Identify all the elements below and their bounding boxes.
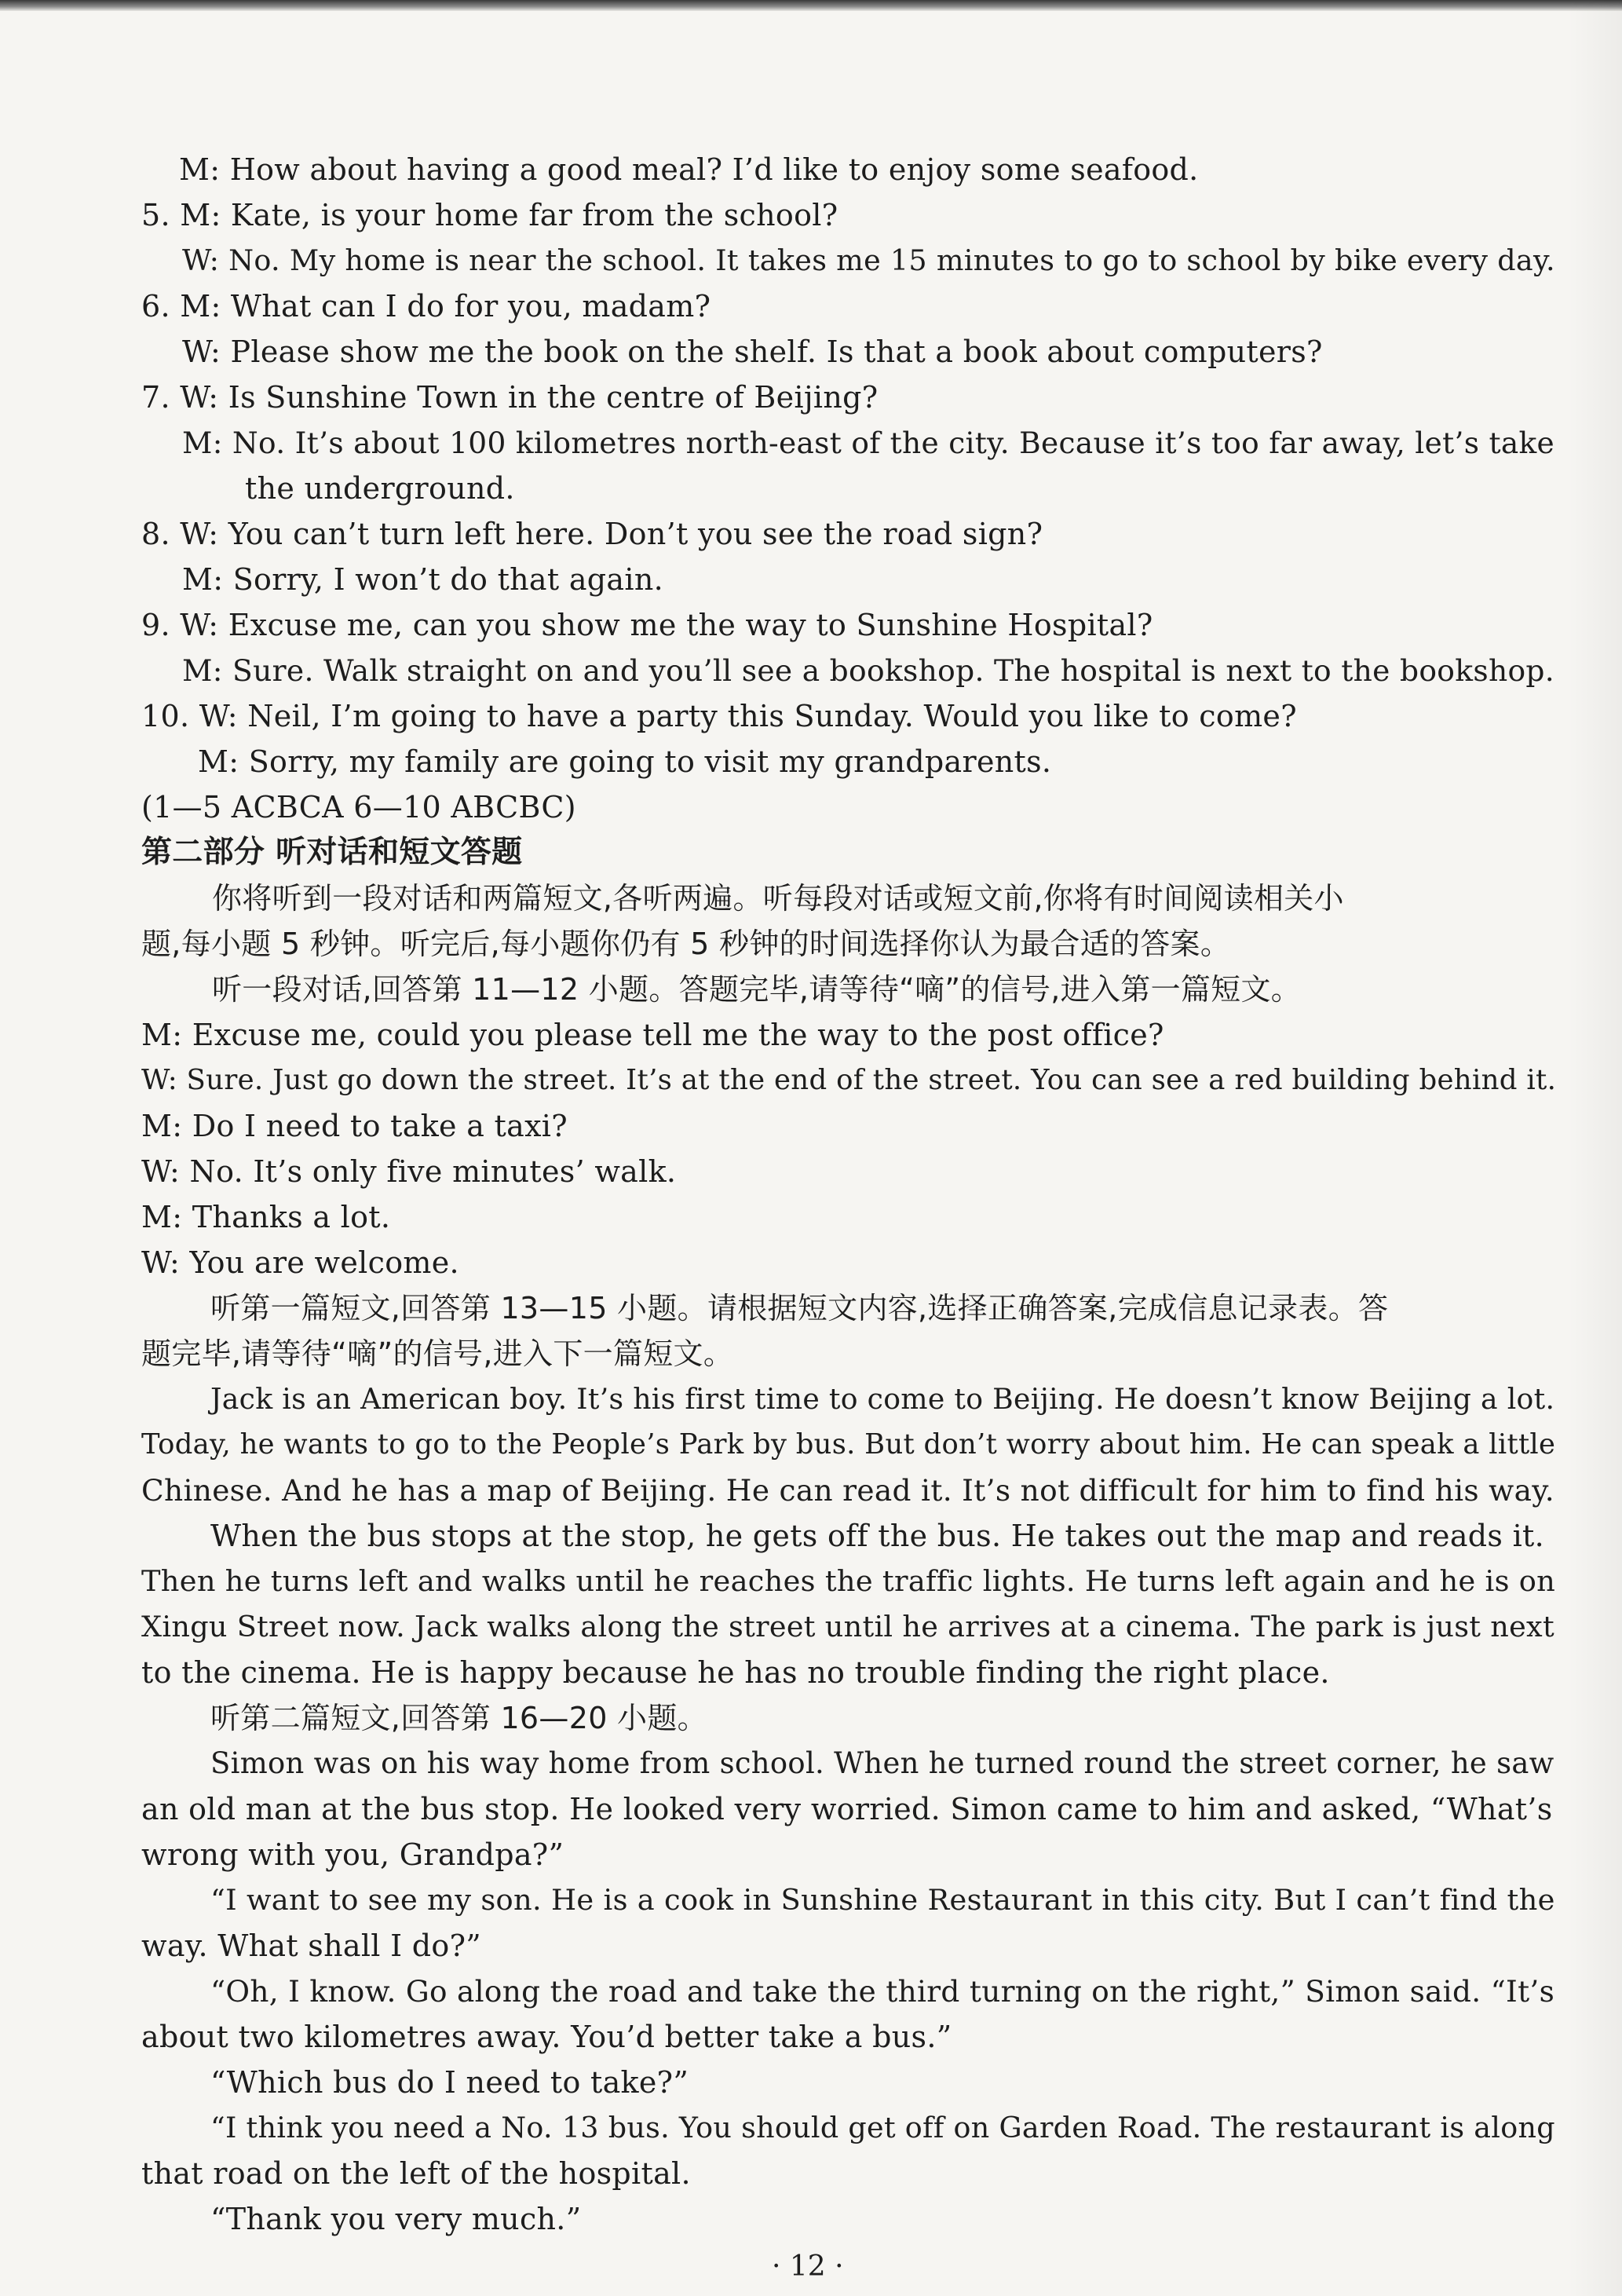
passage-line: Jack is an American boy. It’s his first time to come to Beijing. He doesn’t know Beijing a lot. <box>210 1382 1555 1416</box>
passage-line: about two kilometres away. You’d better take a bus.” <box>141 2020 952 2054</box>
passage-line: wrong with you, Grandpa?” <box>141 1837 564 1872</box>
passage-line: “I want to see my son. He is a cook in Sunshine Restaurant in this city. But I can’t find the <box>210 1883 1555 1917</box>
section-heading: 第二部分 听对话和短文答题 <box>141 835 523 870</box>
dialogue-line: M: Sure. Walk straight on and you’ll see a bookshop. The hospital is next to the bookshop. <box>182 653 1555 688</box>
passage-line: “Oh, I know. Go along the road and take the third turning on the right,” Simon said. “It’s <box>210 1974 1555 2009</box>
question-5: 5. M: Kate, is your home far from the school? <box>141 198 838 232</box>
question-8: 8. W: You can’t turn left here. Don’t you see the road sign? <box>141 517 1043 551</box>
instruction-text: 听第一篇短文,回答第 13—15 小题。请根据短文内容,选择正确答案,完成信息记录表。答 <box>210 1291 1389 1325</box>
dialogue-line: W: No. It’s only five minutes’ walk. <box>141 1154 677 1189</box>
instruction-text: 听第二篇短文,回答第 16—20 小题。 <box>210 1701 707 1735</box>
passage-line: an old man at the bus stop. He looked very worried. Simon came to him and asked, “What’s <box>141 1792 1553 1826</box>
passage-line: “Which bus do I need to take?” <box>210 2065 689 2100</box>
dialogue-line: W: Sure. Just go down the street. It’s at the end of the street. You can see a red building behind it. <box>141 1064 1557 1096</box>
passage-line: Today, he wants to go to the People’s Park by bus. But don’t worry about him. He can speak a little <box>141 1428 1556 1461</box>
passage-line: “Thank you very much.” <box>210 2202 582 2236</box>
dialogue-line: M: How about having a good meal? I’d like to enjoy some seafood. <box>179 152 1199 187</box>
instruction-text: 题完毕,请等待“嘀”的信号,进入下一篇短文。 <box>141 1336 734 1371</box>
answer-key: (1—5 ACBCA 6—10 ABCBC) <box>141 790 576 824</box>
dialogue-line-continued: the underground. <box>245 471 515 506</box>
question-10: 10. W: Neil, I’m going to have a party this Sunday. Would you like to come? <box>141 699 1297 733</box>
question-7: 7. W: Is Sunshine Town in the centre of Beijing? <box>141 380 879 415</box>
question-9: 9. W: Excuse me, can you show me the way to Sunshine Hospital? <box>141 608 1153 642</box>
passage-line: way. What shall I do?” <box>141 1929 482 1963</box>
page-number: · 12 · <box>772 2250 844 2283</box>
dialogue-line: M: No. It’s about 100 kilometres north-east of the city. Because it’s too far away, let’s take <box>182 426 1555 460</box>
dialogue-line: W: Please show me the book on the shelf. Is that a book about computers? <box>182 335 1323 369</box>
passage-line: Then he turns left and walks until he reaches the traffic lights. He turns left again and he is on <box>141 1564 1556 1598</box>
passage-line: Chinese. And he has a map of Beijing. He can read it. It’s not difficult for him to find his way. <box>141 1473 1554 1508</box>
passage-line: When the bus stops at the stop, he gets off the bus. He takes out the map and reads it. <box>210 1519 1545 1553</box>
dialogue-line: M: Do I need to take a taxi? <box>141 1109 568 1143</box>
dialogue-line: W: No. My home is near the school. It takes me 15 minutes to go to school by bike every day. <box>182 243 1555 277</box>
passage-line: Xingu Street now. Jack walks along the street until he arrives at a cinema. The park is just next <box>141 1610 1554 1643</box>
instruction-text: 题,每小题 5 秒钟。听完后,每小题你仍有 5 秒钟的时间选择你认为最合适的答案。 <box>141 927 1231 961</box>
passage-line: Simon was on his way home from school. When he turned round the street corner, he saw <box>210 1746 1554 1780</box>
question-6: 6. M: What can I do for you, madam? <box>141 289 711 324</box>
instruction-text: 听一段对话,回答第 11—12 小题。答题完毕,请等待“嘀”的信号,进入第一篇短文。 <box>212 972 1302 1007</box>
passage-line: to the cinema. He is happy because he has no trouble finding the right place. <box>141 1655 1330 1690</box>
passage-line: “I think you need a No. 13 bus. You should get off on Garden Road. The restaurant is along <box>210 2111 1555 2144</box>
dialogue-line: M: Sorry, I won’t do that again. <box>182 562 663 597</box>
dialogue-line: W: You are welcome. <box>141 1245 459 1280</box>
dialogue-line: M: Thanks a lot. <box>141 1200 391 1234</box>
dialogue-line: M: Excuse me, could you please tell me the way to the post office? <box>141 1018 1164 1052</box>
instruction-text: 你将听到一段对话和两篇短文,各听两遍。听每段对话或短文前,你将有时间阅读相关小 <box>212 881 1344 916</box>
dialogue-line: M: Sorry, my family are going to visit my grandparents. <box>198 744 1052 779</box>
passage-line: that road on the left of the hospital. <box>141 2156 691 2191</box>
